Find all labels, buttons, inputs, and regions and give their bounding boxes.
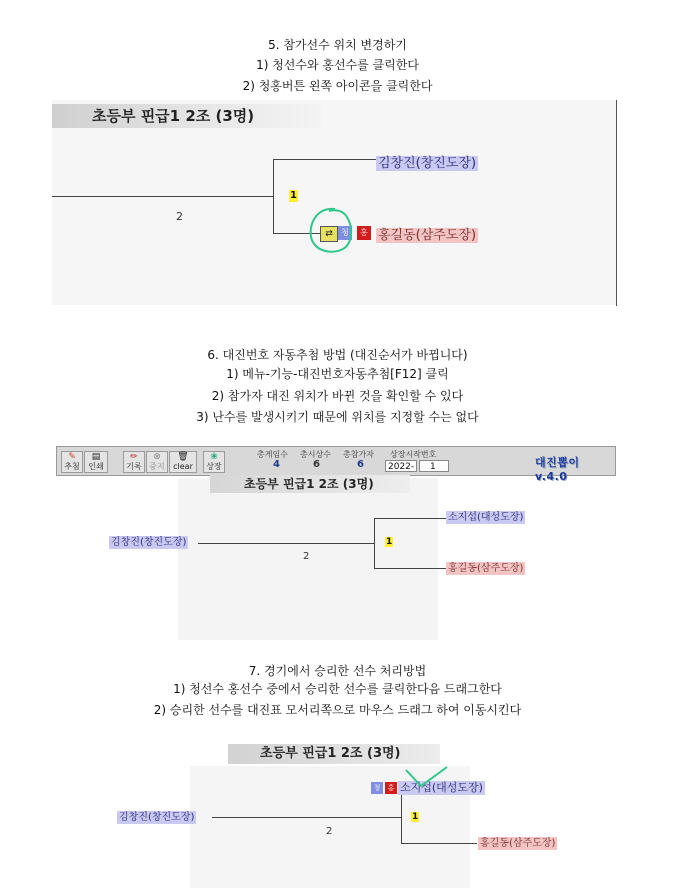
award-year-field[interactable]: 2022- <box>385 460 417 472</box>
clear-button[interactable]: 🗑 clear <box>169 451 197 473</box>
sec5-bracket-panel <box>52 100 617 305</box>
participants-value: 6 <box>357 459 364 470</box>
sec6-red-player[interactable]: 홍길동(삼주도장) <box>448 563 524 574</box>
highlight-circle-icon <box>305 205 355 257</box>
sec6-red-line <box>374 568 446 569</box>
sec6-step3: 3) 난수를 발생시키기 때문에 위치를 지정할 수는 없다 <box>196 410 479 424</box>
sec7-red-player[interactable]: 홍길동(삼주도장) <box>480 838 556 849</box>
participants-label: 총참가자 <box>343 450 374 459</box>
sec7-blue-button[interactable]: 청 <box>371 782 383 794</box>
total-winners-value: 6 <box>313 459 320 470</box>
award-icon: ❀ <box>210 452 218 462</box>
swap-icon[interactable]: ⇄ <box>320 226 338 242</box>
sec5-left-number: 2 <box>176 210 183 223</box>
stop-button[interactable]: ⊗ 중지 <box>146 451 168 473</box>
sec7-left-line <box>212 817 402 818</box>
sec5-step2: 2) 청홍버튼 왼쪽 아이콘을 클릭한다 <box>242 79 433 93</box>
sec6-left-player[interactable]: 김창진(창진도장) <box>111 537 187 548</box>
record-button[interactable]: ✏ 기록 <box>123 451 145 473</box>
sec5-match-number: 1 <box>290 190 297 201</box>
draw-icon: ✎ <box>68 452 76 462</box>
sec7-match-number: 1 <box>412 812 419 822</box>
sec7-red-line <box>401 843 477 844</box>
app-toolbar <box>56 446 616 483</box>
checkmark-icon <box>403 764 449 790</box>
sec5-blue-line <box>273 159 376 160</box>
sec5-bracket-title: 초등부 핀급1 2조 (3명) <box>52 104 322 128</box>
sec5-red-button[interactable]: 홍 <box>357 226 371 240</box>
sec5-panel-border <box>616 100 617 306</box>
sec6-vertical-line <box>374 518 375 569</box>
printer-icon: ▤ <box>91 452 101 462</box>
sec5-blue-button[interactable]: 청 <box>338 226 352 240</box>
sec5-red-player[interactable]: 홍길동(삼주도장) <box>378 228 477 243</box>
sec6-heading: 6. 대진번호 자동추첨 방법 (대진순서가 바뀝니다) <box>207 348 468 362</box>
sec6-match-number: 1 <box>386 537 393 547</box>
sec5-vertical-line <box>273 159 274 234</box>
stop-icon: ⊗ <box>153 452 161 462</box>
award-number-field[interactable]: 1 <box>419 460 449 472</box>
trash-icon: 🗑 <box>177 452 189 462</box>
sec6-step1: 1) 메뉴-기능-대진번호자동추첨[F12] 클릭 <box>226 367 449 381</box>
sec6-blue-player[interactable]: 소지섭(대성도장) <box>448 512 524 523</box>
draw-button[interactable]: ✎ 추첨 <box>61 451 83 473</box>
sec6-left-line <box>198 543 374 544</box>
award-start-label: 상장시작번호 <box>390 450 437 459</box>
sec6-step2: 2) 참가자 대진 위치가 바뀐 것을 확인할 수 있다 <box>211 389 464 403</box>
sec7-bracket-title: 초등부 핀급1 2조 (3명) <box>228 744 440 764</box>
sec7-step2: 2) 승리한 선수를 대진표 모서리쪽으로 마우스 드래그 하여 이동시킨다 <box>153 703 522 717</box>
sec7-step1: 1) 청선수 홍선수 중에서 승리한 선수를 클릭한다음 드래그한다 <box>173 682 502 696</box>
sec6-bracket-title: 초등부 핀급1 2조 (3명) <box>210 475 410 493</box>
sec7-left-player[interactable]: 김창진(창진도장) <box>119 812 195 823</box>
pencil-icon: ✏ <box>130 452 138 462</box>
sec5-heading: 5. 참가선수 위치 변경하기 <box>268 38 407 52</box>
sec6-blue-line <box>374 518 446 519</box>
print-button[interactable]: ▤ 인쇄 <box>84 451 108 473</box>
sec5-step1: 1) 청선수와 홍선수를 클릭한다 <box>256 58 419 72</box>
app-logo: 대진뽑이 v.4.0 <box>535 456 580 483</box>
sec5-left-line <box>52 196 274 197</box>
total-matches-label: 총게임수 <box>257 450 288 459</box>
sec5-blue-player[interactable]: 김창진(창진도장) <box>378 156 477 171</box>
sec6-left-number: 2 <box>303 551 310 562</box>
sec7-red-button[interactable]: 홍 <box>385 782 397 794</box>
total-winners-label: 총시상수 <box>300 450 331 459</box>
total-matches-value: 4 <box>273 459 280 470</box>
sec7-blue-player[interactable]: 소지섭(대성도장) <box>400 781 483 794</box>
award-button[interactable]: ❀ 상장 <box>203 451 225 473</box>
sec7-left-number: 2 <box>326 826 333 837</box>
sec7-heading: 7. 경기에서 승리한 선수 처리방법 <box>248 664 427 678</box>
sec7-vertical-line <box>401 793 402 844</box>
